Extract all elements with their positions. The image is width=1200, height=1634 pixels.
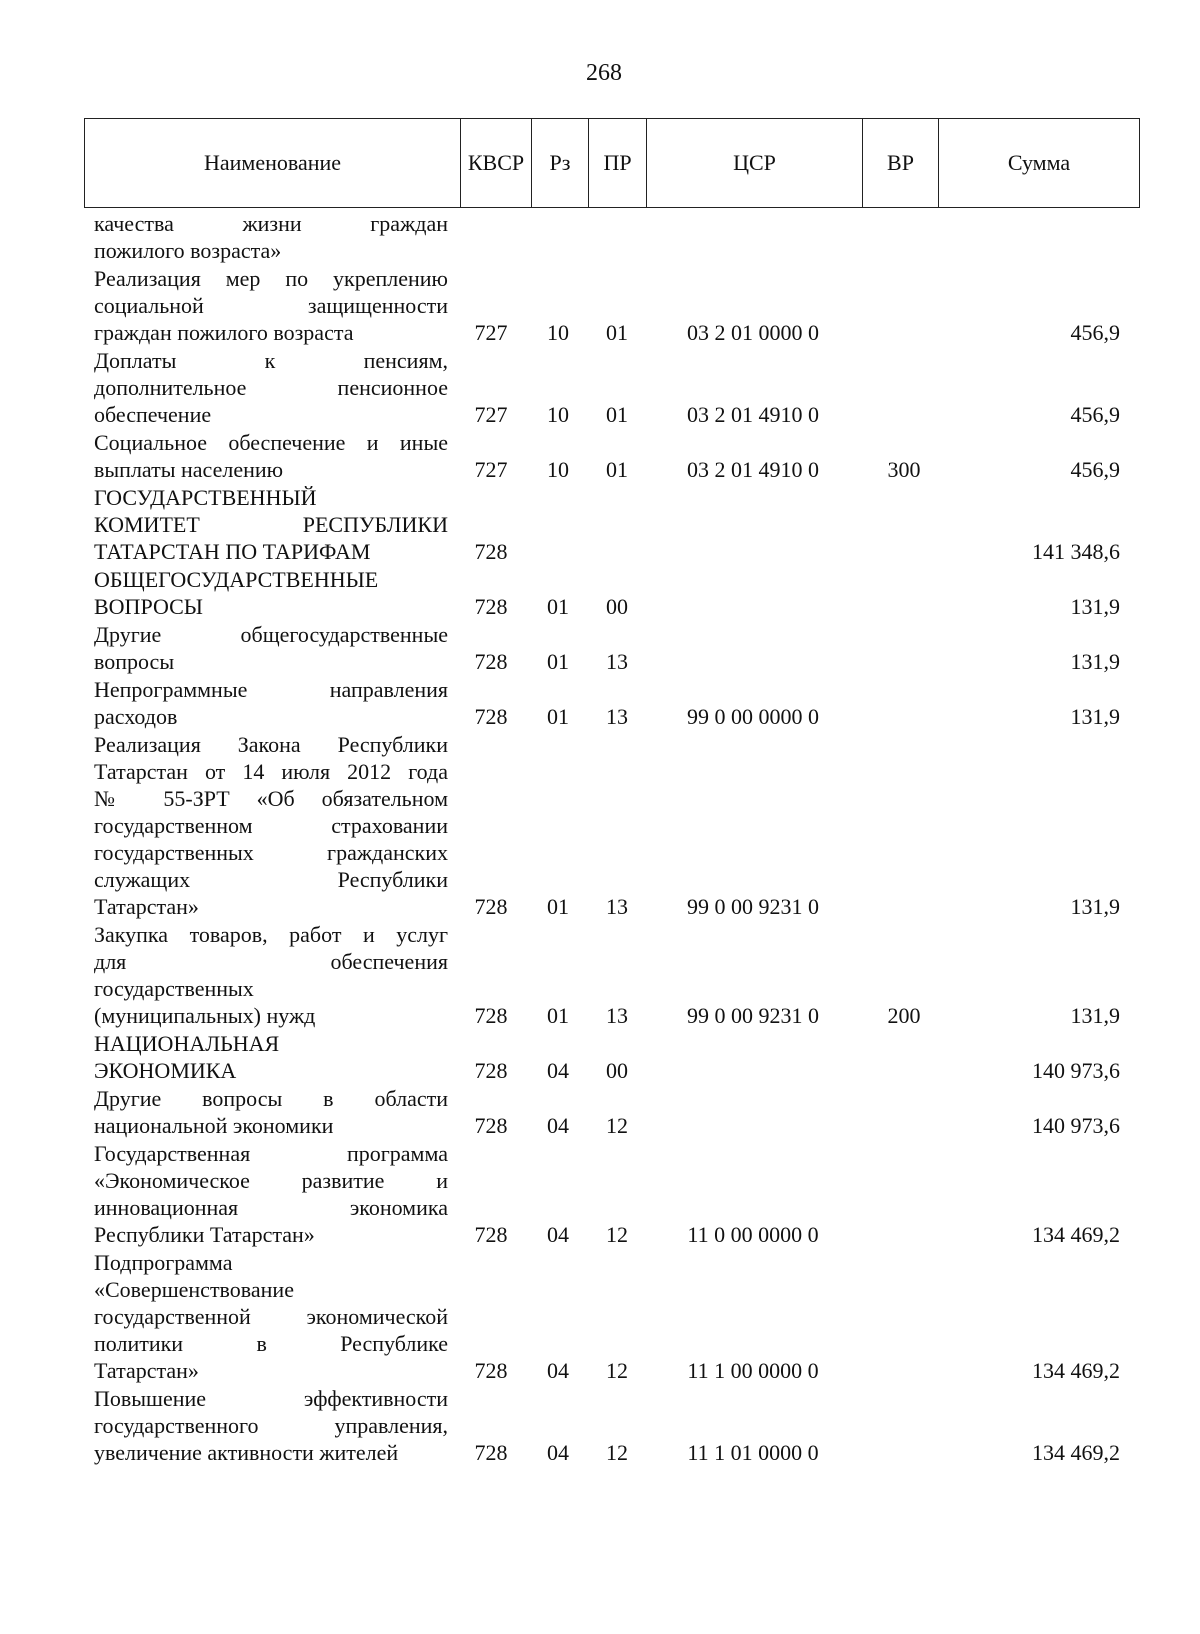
cell-csr: 03 2 01 0000 0: [687, 320, 819, 345]
cell-rz: 04: [547, 1113, 569, 1138]
row-name-line: ВОПРОСЫ: [94, 594, 203, 619]
cell-sum: 456,9: [1070, 402, 1120, 427]
cell-sum: 140 973,6: [1032, 1113, 1120, 1138]
cell-rz: 10: [547, 402, 569, 427]
row-name-line: государственном страховании: [94, 813, 448, 838]
cell-vr: 300: [887, 457, 921, 482]
cell-rz: 01: [547, 594, 569, 619]
row-name: [94, 676, 448, 730]
cell-sum: 134 469,2: [1032, 1222, 1120, 1247]
row-name: [94, 265, 448, 346]
cell-kvsr: 728: [474, 1058, 508, 1083]
cell-rz: 04: [547, 1058, 569, 1083]
row-name: [94, 1140, 448, 1248]
cell-csr: 03 2 01 4910 0: [687, 457, 819, 482]
cell-rz: 01: [547, 704, 569, 729]
cell-pr: 01: [606, 320, 628, 345]
cell-rz: 04: [547, 1440, 569, 1465]
header-vr: ВР: [863, 119, 939, 207]
row-name: [94, 731, 448, 920]
row-name-line: Доплаты к пенсиям,: [94, 348, 448, 373]
table-row: [0, 731, 1200, 921]
table-row: [0, 347, 1200, 429]
cell-kvsr: 728: [474, 539, 508, 564]
cell-sum: 134 469,2: [1032, 1440, 1120, 1465]
cell-pr: 13: [606, 704, 628, 729]
table-row: [0, 1030, 1200, 1085]
row-name-line: КОМИТЕТ РЕСПУБЛИКИ: [94, 512, 448, 537]
table-row: [0, 429, 1200, 484]
table-row: [0, 566, 1200, 621]
cell-kvsr: 727: [474, 320, 508, 345]
cell-csr: 11 1 00 0000 0: [687, 1358, 819, 1383]
cell-pr: 00: [606, 1058, 628, 1083]
table-row: [0, 676, 1200, 731]
cell-sum: 140 973,6: [1032, 1058, 1120, 1083]
row-name: [94, 347, 448, 428]
row-name-line: Подпрограмма: [94, 1250, 233, 1275]
row-name-line: ТАТАРСТАН ПО ТАРИФАМ: [94, 539, 371, 564]
row-name-line: ОБЩЕГОСУДАРСТВЕННЫЕ: [94, 567, 379, 592]
row-name: [94, 1249, 448, 1384]
row-name-line: ЭКОНОМИКА: [94, 1058, 237, 1083]
row-name-line: Татарстан»: [94, 894, 199, 919]
cell-rz: 01: [547, 894, 569, 919]
row-name-line: государственных гражданских: [94, 840, 448, 865]
row-name-line: № 55-ЗРТ «Об обязательном: [94, 786, 448, 811]
row-name-line: ГОСУДАРСТВЕННЫЙ: [94, 485, 317, 510]
header-name: Наименование: [85, 119, 461, 207]
row-name: [94, 1385, 448, 1466]
cell-rz: 04: [547, 1358, 569, 1383]
row-name-line: Другие общегосударственные: [94, 622, 448, 647]
row-name-line: дополнительное пенсионное: [94, 375, 448, 400]
row-name-line: государственного управления,: [94, 1413, 448, 1438]
row-name-line: инновационная экономика: [94, 1195, 448, 1220]
row-name: [94, 921, 448, 1029]
row-name-line: Реализация мер по укреплению: [94, 266, 448, 291]
cell-kvsr: 728: [474, 1358, 508, 1383]
cell-sum: 141 348,6: [1032, 539, 1120, 564]
table-row: [0, 1249, 1200, 1385]
header-pr: ПР: [589, 119, 647, 207]
table-row: [0, 1085, 1200, 1140]
row-name-line: социальной защищенности: [94, 293, 448, 318]
row-name-line: Другие вопросы в области: [94, 1086, 448, 1111]
cell-pr: 13: [606, 1003, 628, 1028]
row-name-line: качества жизни граждан: [94, 211, 448, 236]
row-name-line: для обеспечения: [94, 949, 448, 974]
page-number: 268: [586, 60, 622, 86]
row-name-line: Государственная программа: [94, 1141, 448, 1166]
row-name: [94, 621, 448, 675]
cell-pr: 12: [606, 1222, 628, 1247]
cell-kvsr: 728: [474, 1003, 508, 1028]
cell-rz: 10: [547, 457, 569, 482]
cell-kvsr: 728: [474, 1222, 508, 1247]
row-name-line: государственной экономической: [94, 1304, 448, 1329]
cell-sum: 131,9: [1070, 704, 1120, 729]
cell-pr: 13: [606, 894, 628, 919]
row-name-line: Республики Татарстан»: [94, 1222, 315, 1247]
table-row: [0, 265, 1200, 347]
cell-sum: 131,9: [1070, 1003, 1120, 1028]
cell-kvsr: 728: [474, 704, 508, 729]
cell-kvsr: 728: [474, 1440, 508, 1465]
row-name-line: обеспечение: [94, 402, 212, 427]
row-name-line: Повышение эффективности: [94, 1386, 448, 1411]
row-name-line: «Экономическое развитие и: [94, 1168, 448, 1193]
row-name-line: Закупка товаров, работ и услуг: [94, 922, 448, 947]
table-row: [0, 1140, 1200, 1249]
table-row: [0, 621, 1200, 676]
cell-csr: 11 0 00 0000 0: [687, 1222, 819, 1247]
cell-pr: 12: [606, 1440, 628, 1465]
row-name: [94, 1085, 448, 1139]
cell-sum: 456,9: [1070, 320, 1120, 345]
cell-sum: 134 469,2: [1032, 1358, 1120, 1383]
header-csr: ЦСР: [647, 119, 863, 207]
table-body: [0, 210, 1200, 1467]
row-name-line: национальной экономики: [94, 1113, 334, 1138]
row-name-line: Татарстан от 14 июля 2012 года: [94, 759, 448, 784]
cell-csr: 99 0 00 0000 0: [687, 704, 819, 729]
row-name: [94, 210, 448, 264]
cell-rz: 04: [547, 1222, 569, 1247]
cell-pr: 12: [606, 1113, 628, 1138]
cell-csr: 11 1 01 0000 0: [687, 1440, 819, 1465]
row-name-line: увеличение активности жителей: [94, 1440, 399, 1465]
cell-kvsr: 727: [474, 402, 508, 427]
row-name: [94, 1030, 448, 1084]
row-name-line: Татарстан»: [94, 1358, 199, 1383]
row-name-line: пожилого возраста»: [94, 238, 282, 263]
table-header: [84, 118, 1140, 208]
row-name: [94, 429, 448, 483]
table-row: [0, 210, 1200, 265]
cell-kvsr: 728: [474, 594, 508, 619]
row-name: [94, 484, 448, 565]
cell-csr: 99 0 00 9231 0: [687, 1003, 819, 1028]
cell-pr: 01: [606, 402, 628, 427]
row-name-line: служащих Республики: [94, 867, 448, 892]
cell-sum: 456,9: [1070, 457, 1120, 482]
cell-pr: 01: [606, 457, 628, 482]
table-row: [0, 1385, 1200, 1467]
header-rz: Рз: [532, 119, 589, 207]
table-row: [0, 921, 1200, 1030]
row-name-line: Реализация Закона Республики: [94, 732, 448, 757]
cell-vr: 200: [887, 1003, 921, 1028]
row-name-line: Непрограммные направления: [94, 677, 448, 702]
header-kvsr: КВСР: [461, 119, 532, 207]
cell-rz: 01: [547, 1003, 569, 1028]
cell-csr: 99 0 00 9231 0: [687, 894, 819, 919]
cell-kvsr: 728: [474, 1113, 508, 1138]
cell-sum: 131,9: [1070, 894, 1120, 919]
cell-kvsr: 727: [474, 457, 508, 482]
cell-sum: 131,9: [1070, 649, 1120, 674]
cell-rz: 10: [547, 320, 569, 345]
row-name-line: государственных: [94, 976, 254, 1001]
row-name-line: (муниципальных) нужд: [94, 1003, 316, 1028]
cell-kvsr: 728: [474, 894, 508, 919]
cell-kvsr: 728: [474, 649, 508, 674]
cell-csr: 03 2 01 4910 0: [687, 402, 819, 427]
row-name-line: расходов: [94, 704, 178, 729]
row-name-line: вопросы: [94, 649, 175, 674]
row-name-line: граждан пожилого возраста: [94, 320, 354, 345]
cell-pr: 00: [606, 594, 628, 619]
row-name-line: «Совершенствование: [94, 1277, 294, 1302]
cell-pr: 13: [606, 649, 628, 674]
row-name-line: Социальное обеспечение и иные: [94, 430, 448, 455]
row-name-line: политики в Республике: [94, 1331, 448, 1356]
cell-sum: 131,9: [1070, 594, 1120, 619]
cell-rz: 01: [547, 649, 569, 674]
row-name: [94, 566, 448, 620]
header-sum: Сумма: [1007, 150, 1071, 175]
row-name-line: НАЦИОНАЛЬНАЯ: [94, 1031, 280, 1056]
row-name-line: выплаты населению: [94, 457, 284, 482]
table-row: [0, 484, 1200, 566]
cell-pr: 12: [606, 1358, 628, 1383]
